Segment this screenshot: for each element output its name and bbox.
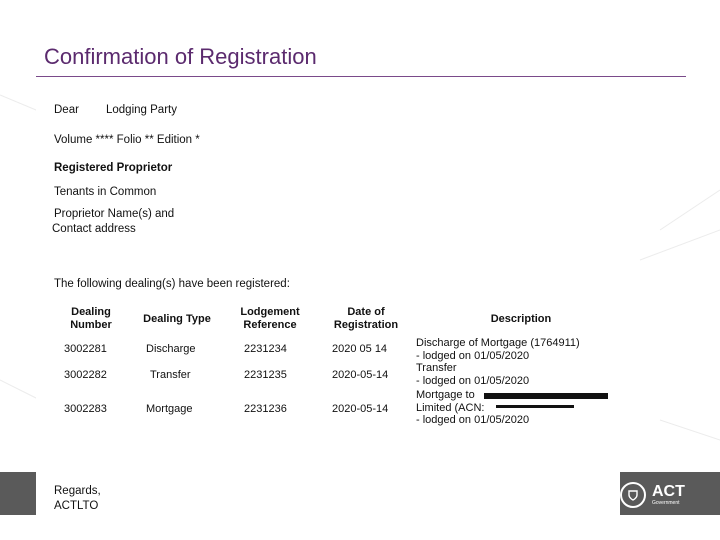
redaction-bar [484,393,608,399]
description: Mortgage to Limited (ACN: - lodged on 01/05/2020 [416,389,530,426]
header-lodgement-reference: Lodgement Reference [240,306,300,331]
slide-title: Confirmation of Registration [44,44,317,69]
addressee: Lodging Party [106,104,177,116]
dealings-intro: The following dealing(s) have been registered: [54,278,290,290]
lodgement-reference: 2231235 [244,369,287,381]
act-crest-icon [620,482,646,508]
salutation: Dear [54,104,79,116]
lodgement-reference: 2231234 [244,343,287,355]
registration-date: 2020-05-14 [332,369,389,381]
header-dealing-number: Dealing Number [70,306,112,331]
act-logo-text: ACT [652,483,685,500]
header-date-of-registration: Date of Registration [333,306,399,331]
dealing-number: 3002282 [64,369,107,381]
registration-date: 2020-05-14 [332,403,389,415]
footer-bottom-strip [0,515,720,540]
header-dealing-type: Dealing Type [143,313,211,325]
closing-signature: ACTLTO [54,500,99,512]
dealing-number: 3002281 [64,343,107,355]
closing-regards: Regards, [54,485,101,497]
dealing-number: 3002283 [64,403,107,415]
proprietor-line-2: Contact address [52,223,136,235]
proprietor-line-1: Proprietor Name(s) and [54,208,175,220]
dealing-type: Transfer [150,369,191,381]
act-government-logo [620,478,700,512]
description: Discharge of Mortgage (1764911) - lodged on 01/05/2020 [416,337,580,362]
volume-line: Volume **** Folio ** Edition * [54,134,200,146]
confirmation-document [36,92,620,516]
redaction-bar [496,405,574,408]
tenancy-type: Tenants in Common [54,186,157,198]
act-logo-subtext: Government [652,500,680,506]
lodgement-reference: 2231236 [244,403,287,415]
header-description: Description [490,313,552,325]
dealing-type: Mortgage [146,403,193,415]
dealing-type: Discharge [146,343,196,355]
registered-proprietor-label: Registered Proprietor [54,162,173,174]
description: Transfer - lodged on 01/05/2020 [416,362,530,387]
title-divider [36,76,686,77]
registration-date: 2020 05 14 [332,343,388,355]
